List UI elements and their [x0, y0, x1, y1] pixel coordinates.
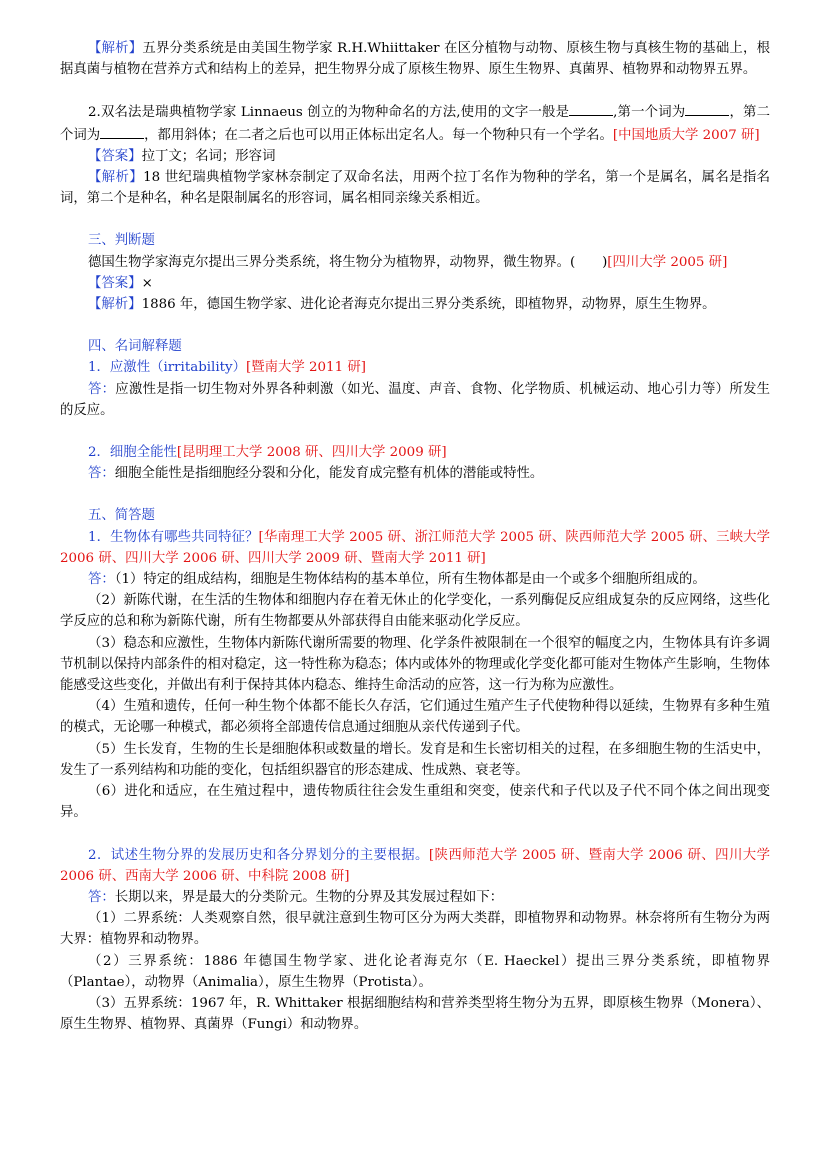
source-tag: [四川大学 2005 研]: [607, 254, 728, 270]
answer-blank: [685, 101, 729, 116]
explanation-paragraph: [60, 38, 770, 80]
document-page: [60, 38, 770, 1035]
answer-point: （5）生长发育，生物的生长是细胞体积或数量的增长。发育是和生长密切相关的过程，在多细胞生物的生活史中，发生了一系列结构和功能的变化，包括组织器官的形态建成、性成熟、衰老等。: [60, 741, 770, 778]
answer-paragraph: 答：细胞全能性是指细胞经分裂和分化，能发育成完整有机体的潜能或特性。: [88, 466, 544, 482]
answer-paragraph: 【答案】×: [88, 275, 153, 291]
answer-point: （1）二界系统：人类观察自然，很早就注意到生物可区分为两大类群，即植物界和动物界。林奈将所有生物分为两大界：植物界和动物界。: [60, 911, 770, 948]
answer-blank: [100, 124, 144, 139]
explanation-text: 五界分类系统是由美国生物学家 R.H.Whiittaker 在区分植物与动物、原核生物与真核生物的基础上，根据真菌与植物在营养方式和结构上的差异，把生物界分成了原核生物界、原生生物界、真菌界、植物界和动物界五界。: [60, 41, 771, 78]
short-answer-question: 2．试述生物分界的发展历史和各分界划分的主要根据。[陕西师范大学 2005 研、暨南大学 2006 研、四川大学 2006 研、西南大学 2006 研、中科院 2008 研]: [60, 847, 770, 884]
answer-paragraph: 答：应激性是指一切生物对外界各种刺激（如光、温度、声音、食物、化学物质、机械运动、地心引力等）所发生的反应。: [60, 381, 771, 418]
answer-label: 答：: [88, 381, 116, 397]
answer-point: （2）新陈代谢，在生活的生物体和细胞内存在着无休止的化学变化，一系列酶促反应组成复杂的反应网络，这些化学反应的总和称为新陈代谢，所有生物都要从外部获得自由能来驱动化学反应。: [60, 593, 770, 630]
term-question: 1．应激性（irritability）[暨南大学 2011 研]: [88, 360, 366, 376]
answer-label: 答：: [88, 572, 115, 588]
source-tag: [昆明理工大学 2008 研、四川大学 2009 研]: [176, 445, 447, 461]
answer-label: 【答案】: [88, 275, 142, 291]
section-heading: 四、名词解释题: [88, 339, 182, 355]
term-question: 2．细胞全能性[昆明理工大学 2008 研、四川大学 2009 研]: [88, 445, 447, 461]
explanation-paragraph: 【解析】18 世纪瑞典植物学家林奈制定了双命名法，用两个拉丁名作为物种的学名，第一个是属名，属名是指名词，第二个是种名，种名是限制属名的形容词，属名相同亲缘关系相近。: [60, 170, 770, 207]
answer-label: 【答案】: [88, 148, 142, 164]
fill-blank-question: 2.双名法是瑞典植物学家 Linnaeus 创立的为物种命名的方法,使用的文字一般是 ,第一个词为 ，第二个词为 ，都用斜体；在二者之后也可以用正体标出定名人。每一个物种只有一个学名。[中国地质大学 2007 研]: [60, 101, 770, 145]
answer-point: （4）生殖和遗传，任何一种生物个体都不能长久存活，它们通过生殖产生子代使物种得以延续，生物界有多种生殖的模式，无论哪一种模式，都必须将全部遗传信息通过细胞从亲代传递到子代。: [60, 699, 770, 736]
answer-point: （3）稳态和应激性，生物体内新陈代谢所需要的物理、化学条件被限制在一个很窄的幅度之内，生物体具有许多调节机制以保持内部条件的相对稳定，这一特性称为稳态；体内或体外的物理或化学变化都可能对生物体产生影响，生物体能感受这些变化，并做出有利于保持其体内稳态、维持生命活动的应答，这一行为称为应激性。: [60, 635, 770, 694]
answer-point: （6）进化和适应，在生殖过程中，遗传物质往往会发生重组和突变，使亲代和子代以及子代不同个体之间出现变异。: [60, 784, 770, 821]
explanation-label: 【解析】: [88, 41, 143, 56]
answer-label: 答：: [88, 466, 115, 482]
explanation-label: 【解析】: [88, 297, 142, 313]
section-heading: 五、简答题: [88, 508, 155, 524]
answer-point: （2）三界系统：1886 年德国生物学家、进化论者海克尔（E. Haeckel）提出三界分类系统，即植物界（Plantae），动物界（Animalia），原生生物界（Protista）。: [60, 953, 770, 990]
answer-paragraph: 答：长期以来，界是最大的分类阶元。生物的分界及其发展过程如下：: [88, 889, 504, 905]
source-tag: [陕西师范大学 2005 研、暨南大学 2006 研、四川大学 2006 研、西南大学 2006 研、中科院 2008 研]: [60, 847, 770, 884]
judgement-question: 德国生物学家海克尔提出三界分类系统，将生物分为植物界，动物界，微生物界。( )[四川大学 2005 研]: [88, 254, 728, 270]
source-tag: [暨南大学 2011 研]: [245, 360, 366, 376]
answer-paragraph: 答：（1）特定的组成结构，细胞是生物体结构的基本单位，所有生物体都是由一个或多个细胞所组成的。: [88, 572, 706, 588]
answer-blank: [569, 101, 613, 116]
source-tag: [华南理工大学 2005 研、浙江师范大学 2005 研、陕西师范大学 2005 研、三峡大学 2006 研、四川大学 2006 研、四川大学 2009 研、暨南大学 2011 研]: [60, 529, 770, 566]
explanation-label: 【解析】: [88, 170, 144, 186]
answer-paragraph: 【答案】拉丁文；名词；形容词: [88, 148, 276, 164]
source-tag: [中国地质大学 2007 研]: [612, 127, 760, 143]
answer-point: （3）五界系统：1967 年，R. Whittaker 根据细胞结构和营养类型将生物分为五界，即原核生物界（Monera）、原生生物界、植物界、真菌界（Fungi）和动物界。: [60, 995, 770, 1033]
section-heading: 三、判断题: [88, 233, 155, 249]
explanation-paragraph: 【解析】1886 年，德国生物学家、进化论者海克尔提出三界分类系统，即植物界，动物界，原生生物界。: [88, 297, 716, 313]
short-answer-question: 1．生物体有哪些共同特征？[华南理工大学 2005 研、浙江师范大学 2005 研、陕西师范大学 2005 研、三峡大学 2006 研、四川大学 2006 研、四川大学 2009 研、暨南大学 2011 研]: [60, 529, 770, 566]
answer-label: 答：: [88, 889, 115, 905]
